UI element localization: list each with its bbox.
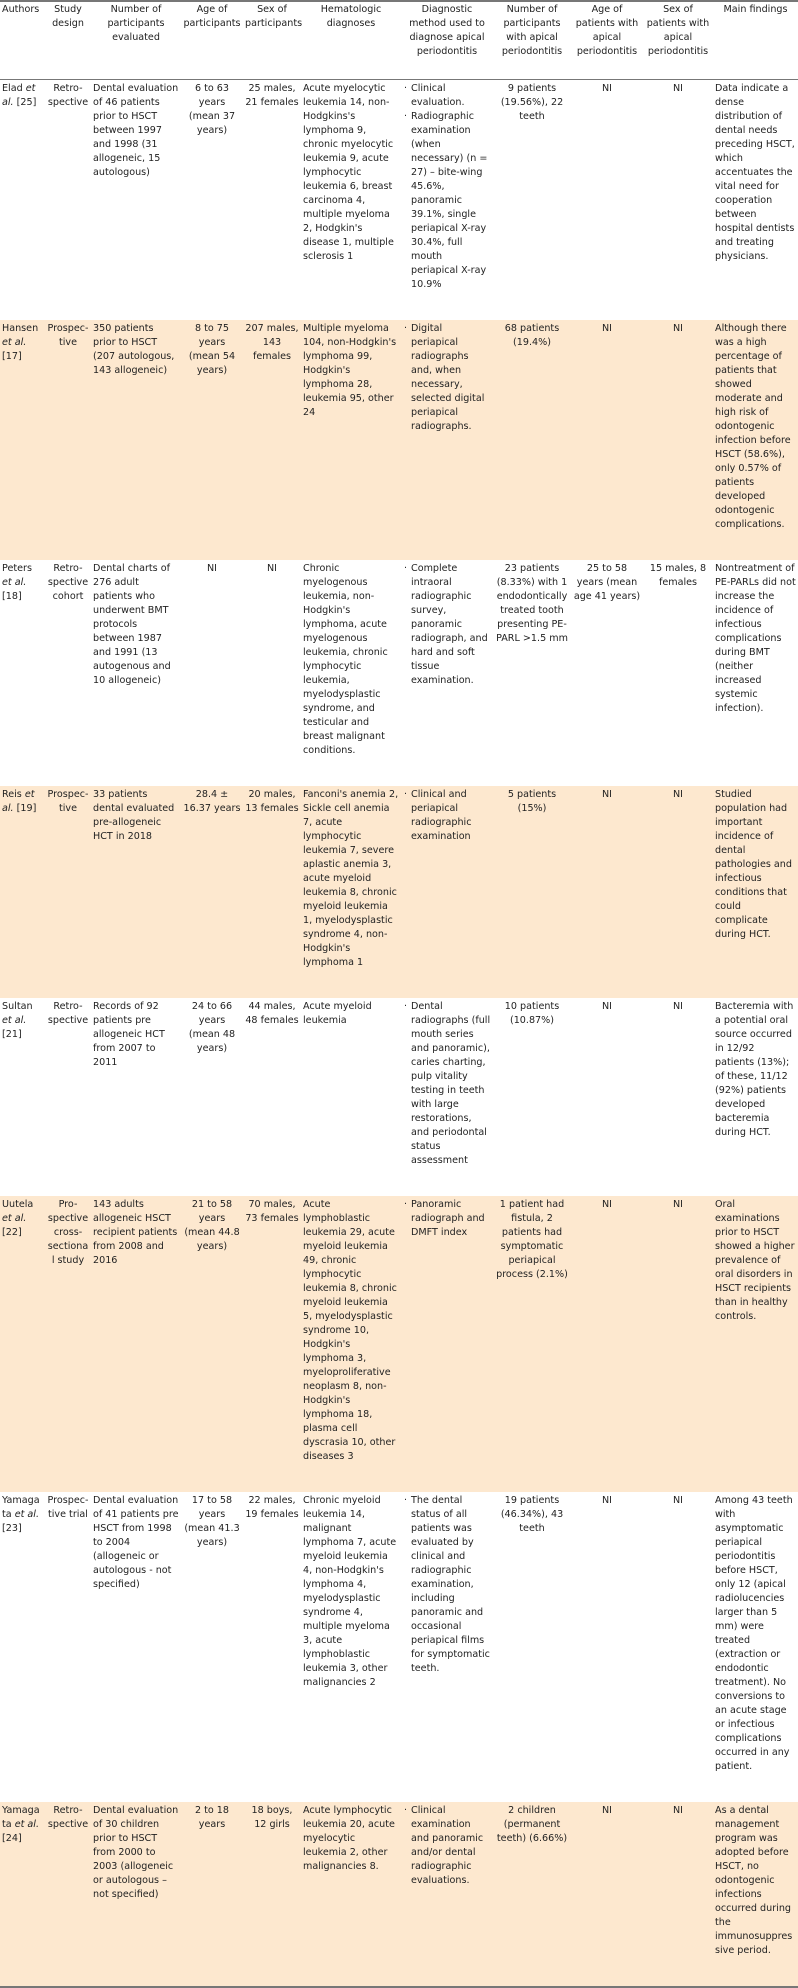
diagnostic-method [401, 786, 493, 998]
study-design: Retro-spective cohort [47, 563, 89, 602]
method-item: · Clinical evaluation. [403, 82, 491, 110]
table-row [0, 998, 798, 1196]
column-header: Age of participants [183, 4, 241, 29]
ap-age: NI [601, 1805, 612, 1816]
et-al: et al. [2, 577, 27, 588]
study-design: Retro-spective [47, 83, 89, 108]
participants-evaluated: 350 patients prior to HSCT (207 autologous, 143 allogeneic) [93, 323, 175, 376]
hematologic-diagnoses: Acute lymphoblastic leukemia 29, acute myeloid leukemia 49, chronic lymphocytic leukemia 8, chronic myeloid leukemia 5, myelodysplastic syndrome 10, Hodgkin's lymphoma 3, myeloproliferative neoplasm 8, non-Hodgkin's lymphoma 18, plasma cell dyscrasia 10, other diseases 3 [303, 1199, 397, 1462]
ap-age: NI [601, 323, 612, 334]
reference: [21] [2, 1029, 22, 1040]
table-body [0, 80, 798, 1988]
study-design: Prospec-tive trial [47, 1495, 89, 1520]
table-row [0, 786, 798, 998]
reference: [18] [2, 591, 22, 602]
diagnostic-method [401, 320, 493, 560]
column-header: Authors [2, 4, 40, 15]
participants-sex: 20 males, 13 females [245, 789, 299, 814]
main-findings: As a dental management program was adopted before HSCT, no odontogenic infections occurred during the immunosuppressive period. [715, 1805, 793, 1956]
participants-evaluated: Dental evaluation of 46 patients prior to HSCT between 1997 and 1998 (31 allogeneic, 15 autologous) [93, 83, 179, 178]
participants-age: 8 to 75 years (mean 54 years) [188, 323, 236, 376]
participants-age: 2 to 18 years [194, 1805, 230, 1830]
method-item: · Clinical examination and panoramic and/or dental radiographic evaluations. [403, 1804, 491, 1888]
et-al: et al. [14, 1509, 40, 1520]
reference: [22] [2, 1227, 22, 1238]
participants-evaluated: 143 adults allogeneic HSCT recipient patients from 2008 and 2016 [93, 1199, 178, 1266]
ap-age: NI [601, 1199, 612, 1210]
ap-age: 25 to 58 years (mean age 41 years) [573, 563, 641, 602]
hematologic-diagnoses: Chronic myeloid leukemia 14, malignant lymphoma 7, acute myeloid leukemia 4, non-Hodgkin's lymphoma 4, myelodysplastic syndrome 4, multiple myeloma 3, acute lymphoblastic leukemia 3, other malignancies 2 [303, 1495, 397, 1688]
participants-sex: 207 males, 143 females [245, 323, 299, 362]
main-findings: Nontreatment of PE-PARLs did not increase the incidence of infectious complications during BMT (neither increased systemic infection). [715, 563, 796, 714]
diagnostic-method [401, 998, 493, 1196]
main-findings: Among 43 teeth with asymptomatic periapical periodontitis before HSCT, only 12 (apical radiolucencies larger than 5 mm) were treated (extraction or endodontic treatment). No conversions to an acute stage or infectious complications occurred in any patient. [715, 1495, 793, 1772]
author-name: Uutela [2, 1199, 34, 1210]
main-findings: Bacteremia with a potential oral source occurred in 12/92 patients (13%); of these, 11/12 (92%) patients developed bacteremia during HCT. [715, 1001, 794, 1138]
et-al: et al. [2, 1015, 27, 1026]
hematologic-diagnoses: Fanconi's anemia 2, Sickle cell anemia 7, acute lymphocytic leukemia 7, severe aplastic anemia 3, acute myeloid leukemia 8, chronic myeloid leukemia 1, myelodysplastic syndrome 4, non-Hodgkin's lymphoma 1 [303, 789, 399, 968]
ap-age: NI [601, 1001, 612, 1012]
method-item: · Complete intraoral radiographic survey, panoramic radiograph, and hard and soft tissue examination. [403, 562, 491, 688]
et-al: et al. [2, 1213, 27, 1224]
study-design: Prospec-tive [47, 323, 89, 348]
ap-sex: NI [672, 1001, 683, 1012]
reference: [25] [16, 97, 37, 108]
reference: [24] [2, 1833, 22, 1844]
participants-age: 21 to 58 years (mean 44.8 years) [184, 1199, 240, 1252]
hematologic-diagnoses: Acute myeloid leukemia [303, 1001, 372, 1026]
ap-participants: 68 patients (19.4%) [504, 323, 560, 348]
main-findings: Data indicate a dense distribution of dental needs preceding HSCT, which accentuates the vital need for cooperation between hospital dentists and treating physicians. [715, 83, 795, 262]
ap-participants: 19 patients (46.34%), 43 teeth [500, 1495, 564, 1534]
participants-evaluated: Dental evaluation of 30 children prior to HSCT from 2000 to 2003 (allogeneic or autologous – not specified) [93, 1805, 179, 1900]
et-al: et al. [2, 83, 36, 108]
method-item: · Digital periapical radiographs and, when necessary, selected digital periapical radiographs. [403, 322, 491, 434]
method-item: · The dental status of all patients was evaluated by clinical and radiographic examination, including panoramic and occasional periapical films for symptomatic teeth. [403, 1494, 491, 1676]
ap-participants: 1 patient had fistula, 2 patients had symptomatic periapical process (2.1%) [496, 1199, 568, 1280]
author-cell [0, 80, 45, 321]
ap-sex: 15 males, 8 females [649, 563, 707, 588]
participants-age: 24 to 66 years (mean 48 years) [188, 1001, 236, 1054]
study-design: Retro-spective [47, 1805, 89, 1830]
participants-evaluated: 33 patients dental evaluated pre-allogeneic HCT in 2018 [93, 789, 175, 842]
ap-sex: NI [672, 789, 683, 800]
author-name: Reis [2, 789, 22, 800]
ap-participants: 9 patients (19.56%), 22 teeth [500, 83, 564, 122]
author-name: Yamagata [2, 1805, 40, 1830]
diagnostic-method [401, 560, 493, 786]
method-item: · Radiographic examination (when necessary) (n = 27) – bite-wing 45.6%, panoramic 39.1%, single periapical X-ray 30.4%, full mouth periapical X-ray 10.9% [403, 110, 491, 292]
header-row [0, 1, 798, 80]
participants-sex: NI [266, 563, 277, 574]
method-item: · Panoramic radiograph and DMFT index [403, 1198, 491, 1240]
ap-sex: NI [672, 1199, 683, 1210]
column-header: Hematologic diagnoses [320, 4, 382, 29]
table-row [0, 560, 798, 786]
author-name: Yamagata [2, 1495, 40, 1520]
author-cell [0, 1196, 45, 1492]
column-header: Number of participants with apical periodontitis [501, 4, 563, 57]
study-design: Prospec-tive [47, 789, 89, 814]
et-al: et al. [14, 1819, 40, 1830]
method-item: · Dental radiographs (full mouth series and panoramic), caries charting, pulp vitality testing in teeth with large restorations, and periodontal status assessment [403, 1000, 491, 1168]
ap-age: NI [601, 83, 612, 94]
hematologic-diagnoses: Acute myelocytic leukemia 14, non-Hodgkins's lymphoma 9, chronic myelocytic leukemia 9, acute lymphocytic leukemia 6, breast carcinoma 4, multiple myeloma 2, Hodgkin's disease 1, multiple sclerosis 1 [303, 83, 394, 262]
column-header: Diagnostic method used to diagnose apical periodontitis [409, 4, 485, 57]
participants-age: 17 to 58 years (mean 41.3 years) [184, 1495, 240, 1548]
hematologic-diagnoses: Acute lymphocytic leukemia 20, acute myelocytic leukemia 2, other malignancies 8. [303, 1805, 395, 1872]
ap-sex: NI [672, 83, 683, 94]
participants-evaluated: Dental charts of 276 adult patients who underwent BMT protocols between 1987 and 1991 (13 autogenous and 10 allogeneic) [93, 563, 171, 686]
ap-participants: 23 patients (8.33%) with 1 endodontically treated tooth presenting PE-PARL >1.5 mm [496, 563, 568, 644]
author-cell [0, 560, 45, 786]
diagnostic-method [401, 80, 493, 321]
main-findings: Studied population had important incidence of dental pathologies and infectious conditions that could complicate during HCT. [715, 789, 792, 940]
table-row [0, 1802, 798, 1987]
hematologic-diagnoses: Multiple myeloma 104, non-Hodgkin's lymphoma 99, Hodgkin's lymphoma 28, leukemia 95, other 24 [303, 323, 397, 418]
author-name: Hansen [2, 323, 39, 334]
participants-sex: 70 males, 73 females [245, 1199, 299, 1224]
ap-age: NI [601, 789, 612, 800]
table-row [0, 320, 798, 560]
diagnostic-method [401, 1196, 493, 1492]
et-al: et al. [2, 337, 27, 348]
author-cell [0, 998, 45, 1196]
author-name: Elad [2, 83, 23, 94]
table-row [0, 1492, 798, 1802]
participants-sex: 18 boys, 12 girls [251, 1805, 293, 1830]
participants-age: 28.4 ± 16.37 years [183, 789, 241, 814]
participants-age: 6 to 63 years (mean 37 years) [188, 83, 236, 136]
ap-age: NI [601, 1495, 612, 1506]
author-cell [0, 1802, 45, 1987]
column-header: Sex of patients with apical periodontitis [646, 4, 710, 57]
participants-sex: 25 males, 21 females [245, 83, 299, 108]
participants-age: NI [206, 563, 217, 574]
column-header: Age of patients with apical periodontitis [575, 4, 639, 57]
column-header: Number of participants evaluated [107, 4, 165, 43]
ap-sex: NI [672, 323, 683, 334]
et-al: et al. [2, 789, 35, 814]
diagnostic-method [401, 1492, 493, 1802]
study-design: Retro-spective [47, 1001, 89, 1026]
ap-participants: 5 patients (15%) [507, 789, 557, 814]
participants-evaluated: Records of 92 patients pre allogeneic HCT from 2007 to 2011 [93, 1001, 165, 1068]
participants-sex: 44 males, 48 females [245, 1001, 299, 1026]
main-findings: Although there was a high percentage of patients that showed moderate and high risk of odontogenic infection before HSCT (58.6%), only 0.57% of patients developed odontogenic complications. [715, 323, 791, 530]
author-cell [0, 320, 45, 560]
ap-sex: NI [672, 1495, 683, 1506]
ap-participants: 10 patients (10.87%) [504, 1001, 560, 1026]
table-row [0, 80, 798, 321]
reference: [17] [2, 351, 22, 362]
author-cell [0, 786, 45, 998]
participants-evaluated: Dental evaluation of 41 patients pre HSCT from 1998 to 2004 (allogeneic or autologous - not specified) [93, 1495, 179, 1590]
ap-participants: 2 children (permanent teeth) (6.66%) [496, 1805, 568, 1844]
participants-sex: 22 males, 19 females [245, 1495, 299, 1520]
column-header: Sex of participants [245, 4, 303, 29]
author-name: Peters [2, 563, 32, 574]
author-cell [0, 1492, 45, 1802]
column-header: Main findings [723, 4, 788, 15]
reference: [23] [2, 1523, 22, 1534]
study-design: Pro-spective cross-sectional study [47, 1199, 89, 1266]
main-findings: Oral examinations prior to HSCT showed a higher prevalence of oral disorders in HSCT recipients than in healthy controls. [715, 1199, 795, 1322]
diagnostic-method [401, 1802, 493, 1987]
method-item: · Clinical and periapical radiographic examination [403, 788, 491, 844]
table-row [0, 1196, 798, 1492]
author-name: Sultan [2, 1001, 33, 1012]
hematologic-diagnoses: Chronic myelogenous leukemia, non-Hodgkin's lymphoma, acute myelogenous leukemia, chronic lymphocytic leukemia, myelodysplastic syndrome, and testicular and breast malignant conditions. [303, 563, 388, 756]
reference: [19] [16, 803, 37, 814]
ap-sex: NI [672, 1805, 683, 1816]
column-header: Study design [52, 4, 84, 29]
